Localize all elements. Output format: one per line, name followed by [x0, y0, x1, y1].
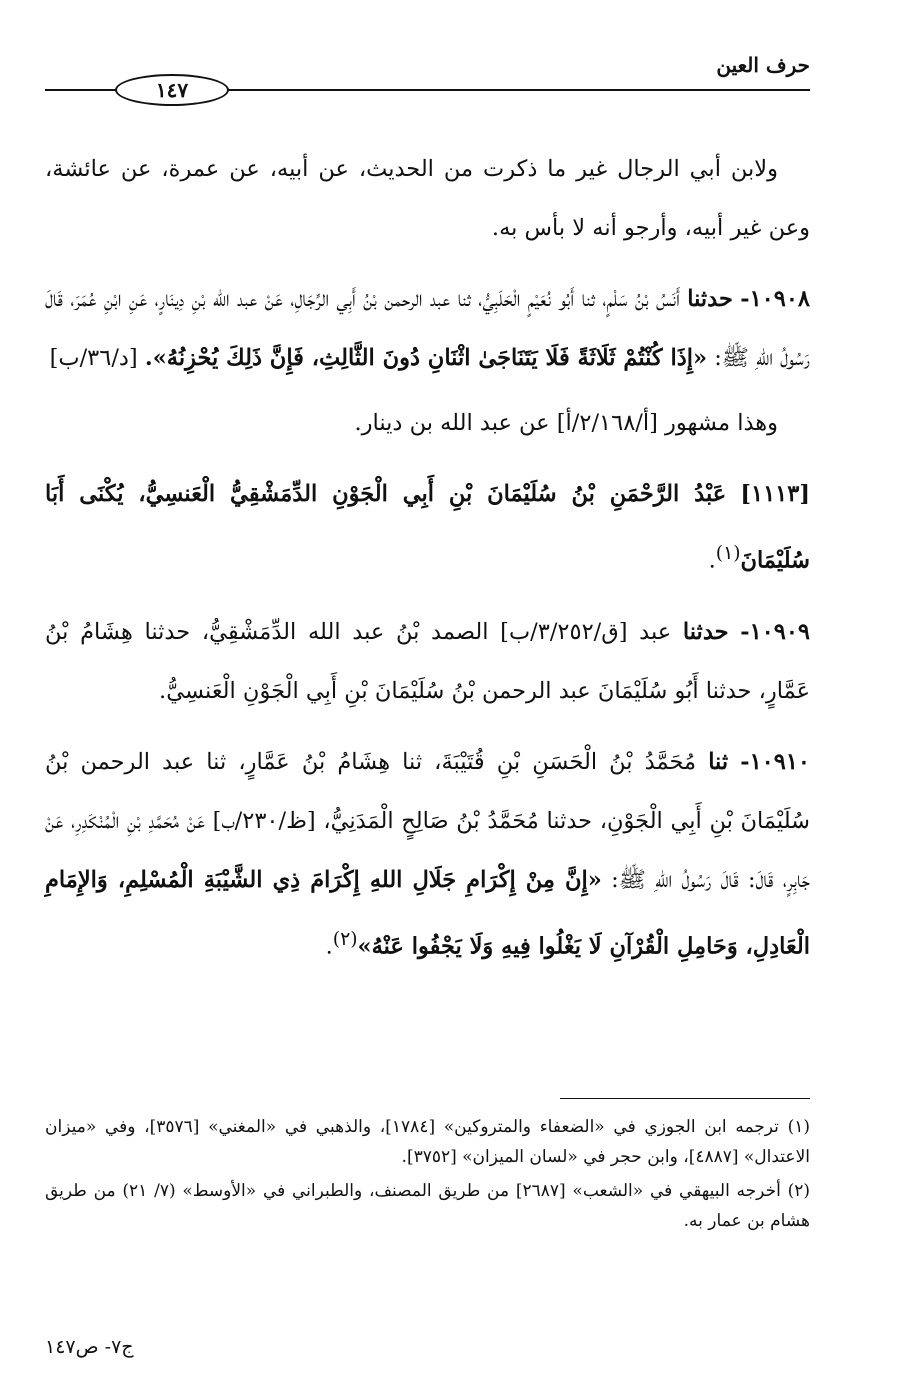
hadith-matn: «إِذَا كُنْتُمْ ثَلَاثَةً فَلَا يَتَنَاجَىٰ اثْنَانِ دُونَ الثَّالِثِ، فَإِنَّ ذَلِكَ يُحْزِنُهُ».	[144, 345, 708, 371]
hadith-number: ١٠٩٠٩-	[740, 618, 811, 645]
narrator-name: عَبْدُ الرَّحْمَنِ بْنُ سُلَيْمَانَ بْنِ أَبِي الْجَوْنِ الدِّمَشْقِيُّ الْعَنسِيُّ، يُكْنَى أَبَا سُلَيْمَانَ	[45, 481, 810, 574]
footnote-ref-2: (٢)	[332, 928, 358, 950]
paragraph-mashhur: وهذا مشهور [أ/٢/١٦٨/أ] عن عبد الله بن دينار.	[354, 410, 778, 436]
main-text	[45, 140, 810, 976]
hadith-number: ١٠٩٠٨-	[740, 286, 810, 312]
hadith-lead-word: حدثنا	[687, 286, 733, 312]
paragraph-ibn-abi-rijal: ولابن أبي الرجال غير ما ذكرت من الحديث، عن أبيه، عن عمرة، عن عائشة، وعن غير أبيه، وأرجو أنه لا بأس به.	[45, 156, 810, 241]
footnote-1: (١) ترجمه ابن الجوزي في «الضعفاء والمتروكين» [١٧٨٤]، والذهبي في «المغني» [٣٥٧٦]، وفي «ميزان الاعتدال» [٤٨٨٧]، وابن حجر في «لسان الميزان» [٣٧٥٢].	[45, 1117, 811, 1167]
footnote-separator	[560, 1098, 810, 1099]
hadith-number: ١٠٩١٠-	[740, 748, 810, 775]
page-number-badge: ١٤٧	[115, 74, 229, 106]
hadith-isnad: عبد [ق/٣/٢٥٢/ب] الصمد بْنُ عبد الله الدِّمَشْقِيُّ، حدثنا هِشَامُ بْنُ عَمَّارٍ، حدثنا أَبُو سُلَيْمَانَ عبد الرحمن بْنُ سُلَيْمَانَ بْنِ أَبِي الْجَوْنِ الْعَنسِيُّ.	[45, 618, 810, 704]
footnotes	[45, 1112, 810, 1240]
hadith-isnad: أَنَسُ بْنُ سَلْمٍ، ثنا أَبُو نُعَيْمٍ الْحَلَبِيُّ، ثنا عبد الرحمن بْنُ أَبِي الرِّجَالِ، عَنْ عبد الله بْنِ دِينَارٍ، عَنِ ابْنِ عُمَرَ، قَالَ رَسُولُ اللهِ ﷺ:	[45, 286, 810, 371]
hadith-lead-word: ثنا	[708, 748, 729, 775]
hadith-matn: «إِنَّ مِنْ إِكْرَامِ جَلَالِ اللهِ إِكْرَامَ ذِي الشَّيْبَةِ الْمُسْلِمِ، وَالإِمَامِ الْعَادِلِ، وَحَامِلِ الْقُرْآنِ لَا يَغْلُوا فِيهِ وَلَا يَجْفُوا عَنْهُ»	[45, 866, 810, 959]
hadith-10910: ١٠٩١٠- ثنا مُحَمَّدُ بْنُ الْحَسَنِ بْنِ قُتَيْبَةَ، ثنا هِشَامُ بْنُ عَمَّارٍ، ثنا عبد الرحمن بْنُ سُلَيْمَانَ بْنِ أَبِي الْجَوْنِ، حدثنا مُحَمَّدُ بْنُ صَالِحٍ الْمَدَنِيُّ، [ظ/٢٣٠/ب] عَنْ مُحَمَّدِ بْنِ الْمُنْكَدِرِ، عَنْ جَابِرٍ، قَالَ: قَالَ رَسُولُ اللهِ ﷺ: «إِنَّ مِنْ إِكْرَامِ جَلَالِ اللهِ إِكْرَامَ ذِي الشَّيْبَةِ الْمُسْلِمِ، وَالإِمَامِ الْعَادِلِ، وَحَامِلِ الْقُرْآنِ لَا يَغْلُوا فِيهِ وَلَا يَجْفُوا عَنْهُ»$^{(٢)}$.	[45, 748, 810, 959]
entry-number: [١١١٣]	[740, 481, 810, 507]
hadith-10909	[45, 603, 810, 721]
hadith-lead-word: حدثنا	[682, 618, 729, 645]
hadith-10908	[45, 270, 810, 388]
hadith-isnad: مُحَمَّدُ بْنُ الْحَسَنِ بْنِ قُتَيْبَةَ، ثنا هِشَامُ بْنُ عَمَّارٍ، ثنا عبد الرحمن بْنُ سُلَيْمَانَ بْنِ أَبِي الْجَوْنِ، حدثنا مُحَمَّدُ بْنُ صَالِحٍ الْمَدَنِيُّ، [ظ/٢٣٠/ب] عَنْ مُحَمَّدِ بْنِ الْمُنْكَدِرِ، عَنْ جَابِرٍ، قَالَ: قَالَ رَسُولُ اللهِ ﷺ:	[45, 748, 810, 893]
folio-reference: ج٧- ص١٤٧	[45, 1336, 134, 1358]
footnote-2: (٢) أخرجه البيهقي في «الشعب» [٢٦٨٧] من طريق المصنف، والطبراني في «الأوسط» (٧/ ٢١) من طريق هشام بن عمار به.	[45, 1181, 810, 1231]
narrator-entry-1113: [١١١٣] عَبْدُ الرَّحْمَنِ بْنُ سُلَيْمَانَ بْنِ أَبِي الْجَوْنِ الدِّمَشْقِيُّ الْعَنسِيُّ، يُكْنَى أَبَا سُلَيْمَانَ$^{(١)}$.	[45, 481, 810, 574]
chapter-title: حرف العين	[716, 53, 810, 77]
page-header	[45, 53, 810, 102]
manuscript-ref: [د/٣٦/ب]	[49, 345, 138, 371]
footnote-ref-1: (١)	[715, 543, 741, 564]
